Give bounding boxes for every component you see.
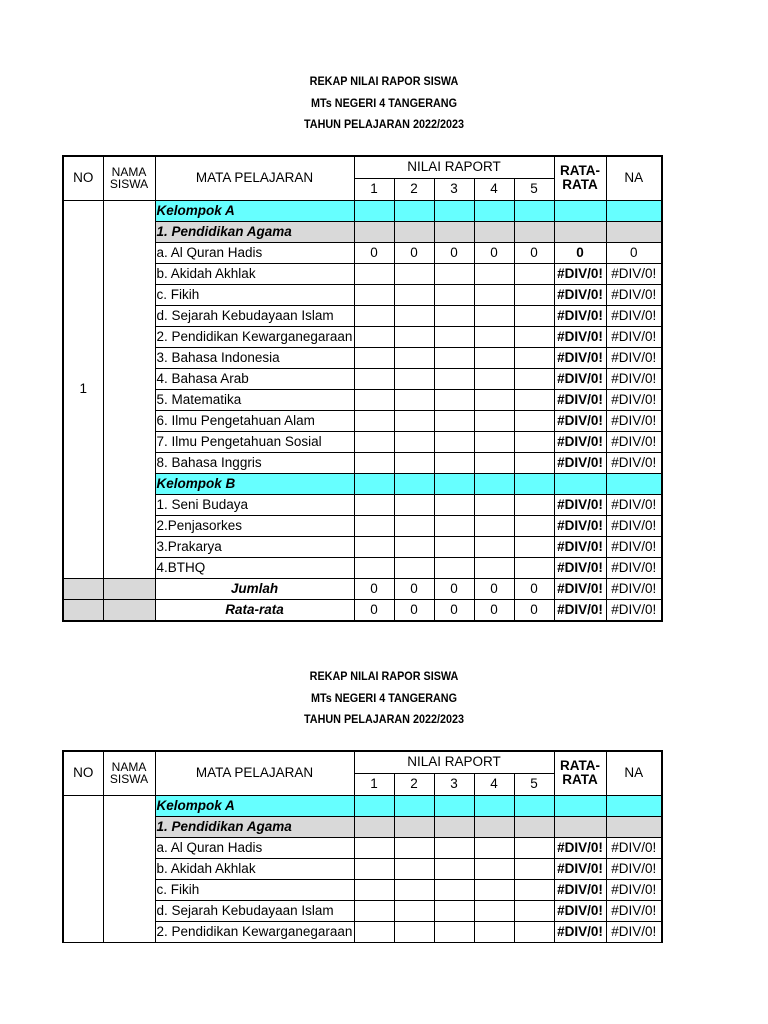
score-cell <box>394 347 434 368</box>
score-cell <box>514 515 554 536</box>
empty-cell <box>606 200 662 221</box>
student-no <box>63 795 103 942</box>
score-cell <box>354 431 394 452</box>
col-nilai-header: NILAI RAPORT <box>354 751 554 773</box>
score-cell <box>474 431 514 452</box>
empty-cell <box>554 473 606 494</box>
score-cell <box>474 263 514 284</box>
score-cell: 0 <box>434 242 474 263</box>
academic-year: TAHUN PELAJARAN 2022/2023 <box>303 117 465 131</box>
score-cell <box>514 557 554 578</box>
empty-cell <box>394 795 434 816</box>
empty-cell <box>103 578 155 599</box>
score-cell: 0 <box>394 578 434 599</box>
col-mata-header: MATA PELAJARAN <box>155 156 354 200</box>
col-no-header: NO <box>63 751 103 795</box>
col-rata-header: RATA- RATA <box>554 751 606 795</box>
empty-cell <box>354 816 394 837</box>
score-cell <box>434 452 474 473</box>
score-cell <box>394 515 434 536</box>
na-cell: #DIV/0! <box>606 599 662 621</box>
score-cell <box>514 263 554 284</box>
score-cell <box>474 536 514 557</box>
average-cell: #DIV/0! <box>554 389 606 410</box>
average-cell: #DIV/0! <box>554 431 606 452</box>
empty-cell <box>394 473 434 494</box>
na-cell: #DIV/0! <box>606 284 662 305</box>
score-cell <box>514 837 554 858</box>
score-cell <box>394 305 434 326</box>
score-cell <box>394 410 434 431</box>
score-cell <box>434 900 474 921</box>
empty-cell <box>354 221 394 242</box>
report-header-1 <box>0 71 768 136</box>
score-cell <box>354 368 394 389</box>
student-no: 1 <box>63 200 103 578</box>
average-cell: #DIV/0! <box>554 452 606 473</box>
score-cell <box>394 284 434 305</box>
score-cell <box>434 921 474 942</box>
empty-cell <box>434 473 474 494</box>
average-cell: #DIV/0! <box>554 347 606 368</box>
score-cell: 0 <box>354 578 394 599</box>
score-cell <box>474 879 514 900</box>
subject-name: d. Sejarah Kebudayaan Islam <box>155 900 354 921</box>
average-cell: 0 <box>554 242 606 263</box>
average-cell: #DIV/0! <box>554 305 606 326</box>
student-name <box>103 795 155 942</box>
score-cell <box>474 326 514 347</box>
score-cell <box>434 837 474 858</box>
na-cell: #DIV/0! <box>606 557 662 578</box>
score-cell <box>394 536 434 557</box>
score-cell <box>514 368 554 389</box>
score-cell <box>394 921 434 942</box>
empty-cell <box>394 200 434 221</box>
empty-cell <box>103 599 155 621</box>
col-no-header: NO <box>63 156 103 200</box>
empty-cell <box>514 795 554 816</box>
score-cell <box>514 536 554 557</box>
grade-table-2 <box>62 750 663 943</box>
empty-cell <box>474 816 514 837</box>
summary-label: Rata-rata <box>155 599 354 621</box>
na-cell: #DIV/0! <box>606 263 662 284</box>
na-cell: #DIV/0! <box>606 368 662 389</box>
empty-cell <box>474 795 514 816</box>
empty-cell <box>606 473 662 494</box>
subject-name: 2.Penjasorkes <box>155 515 354 536</box>
group-label: Kelompok B <box>155 473 354 494</box>
subject-name: 8. Bahasa Inggris <box>155 452 354 473</box>
empty-cell <box>474 221 514 242</box>
score-cell <box>474 347 514 368</box>
score-cell <box>474 305 514 326</box>
na-cell: #DIV/0! <box>606 578 662 599</box>
col-n5-header: 5 <box>514 773 554 795</box>
subject-name: c. Fikih <box>155 879 354 900</box>
grade-table-1 <box>62 155 663 622</box>
col-n2-header: 2 <box>394 178 434 200</box>
score-cell <box>434 389 474 410</box>
average-cell: #DIV/0! <box>554 536 606 557</box>
score-cell <box>354 389 394 410</box>
score-cell <box>514 879 554 900</box>
score-cell: 0 <box>514 599 554 621</box>
na-cell: #DIV/0! <box>606 305 662 326</box>
group-row <box>63 795 662 816</box>
subject-name: b. Akidah Akhlak <box>155 858 354 879</box>
empty-cell <box>434 816 474 837</box>
score-cell: 0 <box>514 242 554 263</box>
score-cell <box>354 536 394 557</box>
score-cell <box>434 410 474 431</box>
score-cell <box>514 347 554 368</box>
na-cell: #DIV/0! <box>606 326 662 347</box>
score-cell <box>474 921 514 942</box>
na-cell: #DIV/0! <box>606 536 662 557</box>
average-cell: #DIV/0! <box>554 879 606 900</box>
col-nilai-header: NILAI RAPORT <box>354 156 554 178</box>
subject-name: 3.Prakarya <box>155 536 354 557</box>
empty-cell <box>434 221 474 242</box>
score-cell <box>474 368 514 389</box>
na-cell: #DIV/0! <box>606 858 662 879</box>
subject-name: 5. Matematika <box>155 389 354 410</box>
na-cell: #DIV/0! <box>606 921 662 942</box>
col-nama-header: NAMA SISWA <box>103 156 155 200</box>
average-cell: #DIV/0! <box>554 837 606 858</box>
subject-name: 2. Pendidikan Kewarganegaraan <box>155 326 354 347</box>
score-cell: 0 <box>474 599 514 621</box>
empty-cell <box>514 473 554 494</box>
empty-cell <box>606 816 662 837</box>
report-title: REKAP NILAI RAPOR SISWA <box>309 74 459 88</box>
score-cell <box>474 284 514 305</box>
score-cell <box>514 921 554 942</box>
score-cell <box>514 410 554 431</box>
summary-row <box>63 578 662 599</box>
empty-cell <box>434 795 474 816</box>
score-cell: 0 <box>474 578 514 599</box>
col-n3-header: 3 <box>434 773 474 795</box>
average-cell: #DIV/0! <box>554 410 606 431</box>
summary-label: Jumlah <box>155 578 354 599</box>
col-n4-header: 4 <box>474 178 514 200</box>
score-cell <box>434 326 474 347</box>
score-cell <box>514 452 554 473</box>
score-cell <box>354 858 394 879</box>
score-cell <box>394 431 434 452</box>
score-cell: 0 <box>434 599 474 621</box>
col-nama-header: NAMA SISWA <box>103 751 155 795</box>
col-n1-header: 1 <box>354 773 394 795</box>
school-name: MTs NEGERI 4 TANGERANG <box>310 690 457 705</box>
subject-name: a. Al Quran Hadis <box>155 242 354 263</box>
empty-cell <box>354 795 394 816</box>
score-cell: 0 <box>354 599 394 621</box>
score-cell <box>434 515 474 536</box>
col-n2-header: 2 <box>394 773 434 795</box>
empty-cell <box>514 221 554 242</box>
score-cell <box>474 494 514 515</box>
score-cell <box>354 410 394 431</box>
score-cell: 0 <box>354 242 394 263</box>
subject-name: 2. Pendidikan Kewarganegaraan <box>155 921 354 942</box>
score-cell <box>354 879 394 900</box>
score-cell <box>354 284 394 305</box>
subject-name: 6. Ilmu Pengetahuan Alam <box>155 410 354 431</box>
empty-cell <box>354 200 394 221</box>
group-row <box>63 200 662 221</box>
empty-cell <box>554 816 606 837</box>
score-cell <box>354 452 394 473</box>
score-cell <box>434 263 474 284</box>
score-cell <box>434 368 474 389</box>
score-cell <box>434 858 474 879</box>
score-cell <box>474 452 514 473</box>
score-cell <box>514 900 554 921</box>
average-cell: #DIV/0! <box>554 557 606 578</box>
score-cell <box>394 900 434 921</box>
score-cell <box>514 284 554 305</box>
score-cell <box>394 494 434 515</box>
report-header-2 <box>0 666 768 731</box>
score-cell <box>474 515 514 536</box>
score-cell <box>394 858 434 879</box>
report-title: REKAP NILAI RAPOR SISWA <box>309 669 459 683</box>
average-cell: #DIV/0! <box>554 326 606 347</box>
average-cell: #DIV/0! <box>554 515 606 536</box>
average-cell: #DIV/0! <box>554 494 606 515</box>
score-cell <box>514 431 554 452</box>
student-name <box>103 200 155 578</box>
score-cell <box>474 389 514 410</box>
average-cell: #DIV/0! <box>554 368 606 389</box>
subject-name: b. Akidah Akhlak <box>155 263 354 284</box>
col-mata-header: MATA PELAJARAN <box>155 751 354 795</box>
empty-cell <box>434 200 474 221</box>
empty-cell <box>606 221 662 242</box>
na-cell: 0 <box>606 242 662 263</box>
average-cell: #DIV/0! <box>554 900 606 921</box>
score-cell <box>394 557 434 578</box>
empty-cell <box>63 599 103 621</box>
score-cell <box>434 557 474 578</box>
score-cell <box>514 326 554 347</box>
score-cell <box>354 326 394 347</box>
subject-name: a. Al Quran Hadis <box>155 837 354 858</box>
score-cell <box>394 326 434 347</box>
score-cell <box>474 410 514 431</box>
average-cell: #DIV/0! <box>554 578 606 599</box>
average-cell: #DIV/0! <box>554 599 606 621</box>
score-cell <box>434 879 474 900</box>
score-cell: 0 <box>514 578 554 599</box>
col-n1-header: 1 <box>354 178 394 200</box>
average-cell: #DIV/0! <box>554 263 606 284</box>
score-cell <box>394 879 434 900</box>
na-cell: #DIV/0! <box>606 452 662 473</box>
na-cell: #DIV/0! <box>606 515 662 536</box>
score-cell <box>354 347 394 368</box>
average-cell: #DIV/0! <box>554 284 606 305</box>
na-cell: #DIV/0! <box>606 347 662 368</box>
score-cell <box>514 494 554 515</box>
average-cell: #DIV/0! <box>554 921 606 942</box>
subject-name: 4. Bahasa Arab <box>155 368 354 389</box>
score-cell <box>354 263 394 284</box>
na-cell: #DIV/0! <box>606 879 662 900</box>
score-cell <box>434 431 474 452</box>
empty-cell <box>554 200 606 221</box>
subject-name: 3. Bahasa Indonesia <box>155 347 354 368</box>
empty-cell <box>394 221 434 242</box>
subject-name: c. Fikih <box>155 284 354 305</box>
col-n3-header: 3 <box>434 178 474 200</box>
score-cell <box>354 900 394 921</box>
score-cell <box>514 858 554 879</box>
score-cell: 0 <box>394 242 434 263</box>
na-cell: #DIV/0! <box>606 494 662 515</box>
score-cell <box>394 452 434 473</box>
col-n4-header: 4 <box>474 773 514 795</box>
score-cell <box>394 263 434 284</box>
na-cell: #DIV/0! <box>606 900 662 921</box>
score-cell <box>474 858 514 879</box>
col-na-header: NA <box>606 751 662 795</box>
school-name: MTs NEGERI 4 TANGERANG <box>310 95 457 110</box>
group-label: 1. Pendidikan Agama <box>155 816 354 837</box>
score-cell: 0 <box>434 578 474 599</box>
score-cell <box>354 515 394 536</box>
score-cell <box>394 837 434 858</box>
score-cell <box>434 284 474 305</box>
subject-name: 7. Ilmu Pengetahuan Sosial <box>155 431 354 452</box>
empty-cell <box>63 578 103 599</box>
subject-name: 4.BTHQ <box>155 557 354 578</box>
summary-row <box>63 599 662 621</box>
col-n5-header: 5 <box>514 178 554 200</box>
group-label: Kelompok A <box>155 200 354 221</box>
subject-name: 1. Seni Budaya <box>155 494 354 515</box>
score-cell <box>394 389 434 410</box>
na-cell: #DIV/0! <box>606 410 662 431</box>
empty-cell <box>514 816 554 837</box>
empty-cell <box>554 221 606 242</box>
empty-cell <box>354 473 394 494</box>
col-rata-header: RATA- RATA <box>554 156 606 200</box>
na-cell: #DIV/0! <box>606 389 662 410</box>
score-cell <box>394 368 434 389</box>
subject-name: d. Sejarah Kebudayaan Islam <box>155 305 354 326</box>
empty-cell <box>474 473 514 494</box>
average-cell: #DIV/0! <box>554 858 606 879</box>
group-label: 1. Pendidikan Agama <box>155 221 354 242</box>
score-cell <box>434 305 474 326</box>
score-cell <box>514 389 554 410</box>
score-cell <box>434 494 474 515</box>
academic-year: TAHUN PELAJARAN 2022/2023 <box>303 712 465 726</box>
empty-cell <box>474 200 514 221</box>
na-cell: #DIV/0! <box>606 431 662 452</box>
score-cell: 0 <box>474 242 514 263</box>
score-cell <box>354 837 394 858</box>
score-cell <box>474 900 514 921</box>
score-cell <box>474 837 514 858</box>
score-cell <box>354 494 394 515</box>
score-cell <box>434 536 474 557</box>
score-cell <box>434 347 474 368</box>
score-cell <box>354 305 394 326</box>
score-cell <box>474 557 514 578</box>
score-cell <box>354 557 394 578</box>
score-cell <box>354 921 394 942</box>
na-cell: #DIV/0! <box>606 837 662 858</box>
score-cell: 0 <box>394 599 434 621</box>
score-cell <box>514 305 554 326</box>
empty-cell <box>606 795 662 816</box>
col-na-header: NA <box>606 156 662 200</box>
group-label: Kelompok A <box>155 795 354 816</box>
empty-cell <box>394 816 434 837</box>
empty-cell <box>554 795 606 816</box>
empty-cell <box>514 200 554 221</box>
